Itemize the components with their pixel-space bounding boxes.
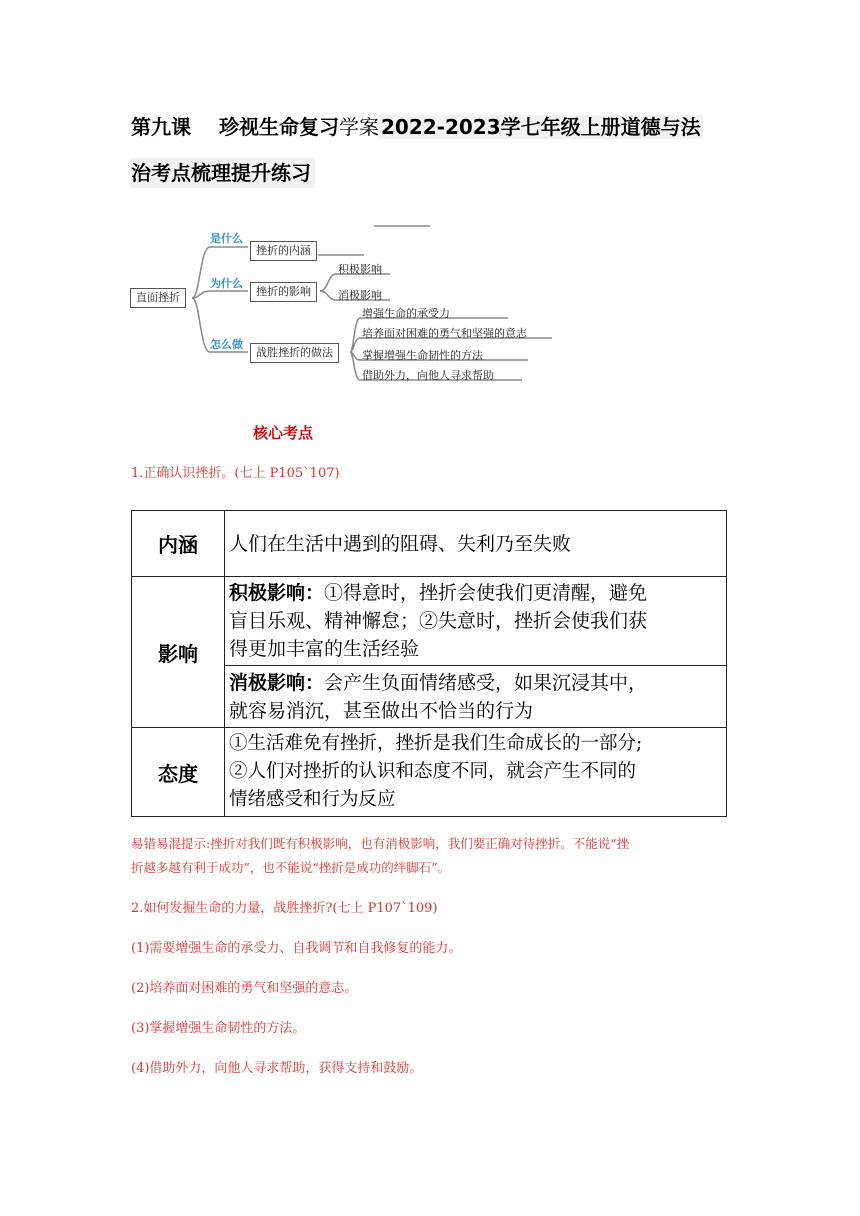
table-row <box>132 511 727 577</box>
tip-line1: 易错易混提示:挫折对我们既有积极影响，也有消极影响，我们要正确对待挫折。不能说“挫 <box>131 836 630 851</box>
negative-line1: 会产生负面情绪感受，如果沉浸其中， <box>324 671 648 694</box>
positive-line1: ①得意时，挫折会使我们更清醒，避免 <box>324 582 648 604</box>
mind-map-leaf-positive: 积极影响 <box>338 263 382 276</box>
attitude-line3: 情绪感受和行为反应 <box>229 789 396 810</box>
mind-map-node-definition: 挫折的内涵 <box>250 241 317 261</box>
negative-line2: 就容易消沉，甚至做出不恰当的行为 <box>229 699 534 722</box>
row-attitude <box>225 728 727 817</box>
row-definition-text: 人们在生活中遇到的阻碍、失利乃至失败 <box>225 511 727 577</box>
point1-title: 1.正确认识挫折。(七上 P105`107) <box>131 466 340 481</box>
title-suffix: 学案 <box>339 115 379 139</box>
attitude-line1: ①生活难免有挫折，挫折是我们生命成长的一部分; <box>229 733 643 754</box>
point2-item-4: (4)借助外力，向他人寻求帮助，获得支持和鼓励。 <box>131 1061 423 1076</box>
mind-map-node-method: 战胜挫折的做法 <box>250 343 339 363</box>
positive-line3: 得更加丰富的生活经验 <box>229 638 420 660</box>
table-row <box>132 577 727 666</box>
point2-item-2: (2)培养面对困难的勇气和坚强的意志。 <box>131 981 358 996</box>
attitude-line2: ②人们对挫折的认识和态度不同，就会产生不同的 <box>229 761 637 782</box>
point2-title: 2.如何发掘生命的力量，战胜挫折?(七上 P107`109) <box>131 901 438 916</box>
row-positive-impact <box>225 577 727 666</box>
mind-map-q-how: 怎么做 <box>210 338 243 351</box>
mind-map-leaf-method3: 掌握增强生命韧性的方法 <box>362 349 483 362</box>
knowledge-table <box>131 510 727 817</box>
row-head-definition: 内涵 <box>132 511 225 577</box>
row-head-impact: 影响 <box>132 577 225 728</box>
mind-map-root: 直面挫折 <box>130 288 186 308</box>
row-head-attitude: 态度 <box>132 728 225 817</box>
mind-map-q-what: 是什么 <box>210 232 243 245</box>
mind-map <box>128 212 568 392</box>
mind-map-leaf-method1: 增强生命的承受力 <box>362 307 450 320</box>
page-title <box>131 112 703 142</box>
point2-item-1: (1)需要增强生命的承受力、自我调节和自我修复的能力。 <box>131 941 462 956</box>
tip-line2: 折越多越有利于成功”，也不能说“挫折是成功的绊脚石”。 <box>131 860 451 875</box>
point2-item-3: (3)掌握增强生命韧性的方法。 <box>131 1021 306 1036</box>
positive-line2: 盲目乐观、精神懈怠；②失意时，挫折会使我们获 <box>229 610 648 632</box>
title-lesson: 第九课 <box>131 115 191 139</box>
negative-label: 消极影响： <box>229 671 325 694</box>
core-heading: 核心考点 <box>253 424 314 442</box>
table-row <box>132 728 727 817</box>
mind-map-node-impact: 挫折的影响 <box>250 282 317 302</box>
title-topic: 珍视生命复习 <box>219 115 339 139</box>
positive-label: 积极影响： <box>229 582 325 604</box>
title-year: 2022-2023学七年级上册道德与法 <box>381 115 701 139</box>
mind-map-q-why: 为什么 <box>210 277 243 290</box>
title-line2: 治考点梳理提升练习 <box>131 158 315 188</box>
mind-map-leaf-method4: 借助外力，向他人寻求帮助 <box>362 369 494 382</box>
row-negative-impact <box>225 666 727 728</box>
mind-map-leaf-method2: 培养面对困难的勇气和坚强的意志 <box>362 327 527 340</box>
mind-map-leaf-negative: 消极影响 <box>338 289 382 302</box>
